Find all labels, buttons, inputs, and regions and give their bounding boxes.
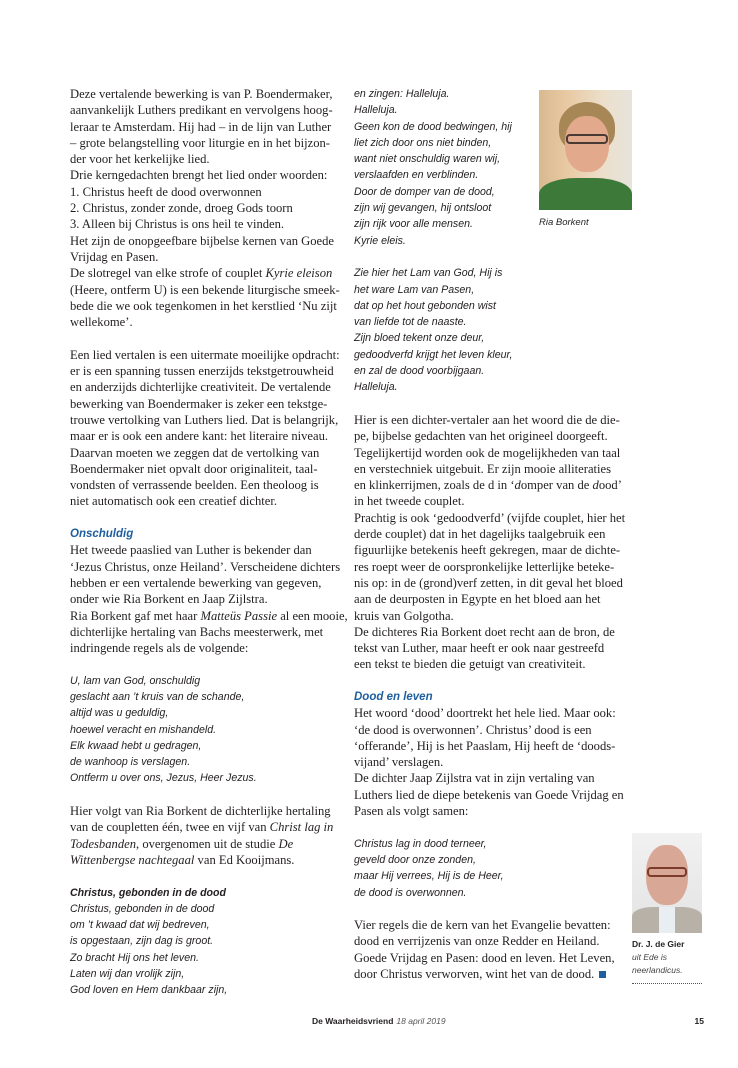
- text-line: Boendermaker niet opvalt door originaliteit, taal-: [70, 461, 318, 476]
- poem-line: dat op het hout gebonden wist: [354, 299, 496, 312]
- text-line: vondsten of verrassende beelden. Een theoloog is: [70, 478, 319, 493]
- text-line: kruis van Golgotha.: [354, 608, 454, 623]
- poem-line: zijn rijk voor alle mensen.: [354, 218, 473, 231]
- author-photo: [632, 833, 702, 933]
- poem-line: maar Hij verrees, Hij is de Heer,: [354, 870, 504, 883]
- italic-text: d: [592, 478, 599, 493]
- text-line: leraar te Amsterdam. Hij had – in de lijn van Luther: [70, 119, 332, 134]
- text-line: dichterlijke hertaling van Bachs meesterwerk, met: [70, 624, 324, 639]
- text-line: Vier regels die de kern van het Evangelie bevatten:: [354, 918, 611, 933]
- text-line: – grote belangstelling voor liturgie en in het bijzon-: [70, 135, 330, 150]
- text-line: Het woord ‘dood’ doortrekt het hele lied. Maar ook:: [354, 706, 616, 721]
- author-name: Dr. J. de Gier: [632, 939, 685, 949]
- poem-line: Ontferm u over ons, Jezus, Heer Jezus.: [70, 772, 257, 785]
- poem-stanza: [354, 265, 634, 395]
- text-line: Daarvan moeten we zeggen dat de vertolking van: [70, 445, 320, 460]
- middle-column: [354, 86, 634, 982]
- poem-line: gedoodverfd krijgt het leven kleur,: [354, 348, 513, 361]
- poem-line: en zingen: Halleluja.: [354, 88, 450, 100]
- poem-line: verslaafden en verblinden.: [354, 169, 479, 182]
- text-line: [70, 819, 345, 835]
- issue-date: 18 april 2019: [396, 1016, 446, 1026]
- poem-line: Zo bracht Hij ons het leven.: [70, 951, 199, 964]
- poem-line: zijn wij gevangen, hij ontsloot: [354, 202, 492, 215]
- text-line: [70, 265, 345, 281]
- paragraph-gap: [354, 249, 634, 265]
- author-bio-line: uit Ede is: [632, 952, 667, 962]
- poem-line: het ware Lam van Pasen,: [354, 283, 475, 296]
- paragraph-gap: [70, 656, 345, 672]
- text-line: Pasen als volgt samen:: [354, 804, 469, 819]
- paragraph: [70, 803, 345, 868]
- end-of-article-icon: [599, 971, 606, 978]
- poem-stanza: [70, 885, 345, 999]
- text-line: 3. Alleen bij Christus is ons heil te vinden.: [70, 217, 285, 232]
- paragraph-gap: [354, 901, 634, 917]
- section-heading: Dood en leven: [354, 690, 433, 703]
- text-line: pe, bijbelse gedachten van het origineel doorgeeft.: [354, 429, 608, 444]
- poem-line: Christus lag in dood terneer,: [354, 837, 487, 850]
- text-line: [70, 608, 348, 624]
- page-footer: [312, 1016, 704, 1026]
- poem-line: Halleluja.: [354, 381, 398, 394]
- text-line: en verstechniek uitgebuit. Er zijn mooie alliteraties: [354, 461, 612, 476]
- text-line: Het zijn de onopgeefbare bijbelse kernen van Goede: [70, 233, 335, 248]
- poem-line: van liefde tot de naaste.: [354, 316, 467, 329]
- poem-stanza: [70, 673, 345, 787]
- text-line: in het tweede couplet.: [354, 494, 465, 509]
- poem-line: Halleluja.: [354, 104, 398, 117]
- text-line: vijand’ verslagen.: [354, 755, 444, 770]
- text-line: een tekst te bieden die getuigt van creativiteit.: [354, 657, 586, 672]
- text-segment: , overgenomen uit de studie: [136, 836, 279, 851]
- text-line: De dichteres Ria Borkent doet recht aan de bron, de: [354, 624, 615, 639]
- poem-line: want niet onschuldig waren wij,: [354, 153, 501, 166]
- text-line: ‘de dood is overwonnen’. Christus’ dood is een: [354, 722, 592, 737]
- text-line: [70, 852, 345, 868]
- text-line: wellekome’.: [70, 315, 133, 330]
- text-segment: omper van de: [520, 478, 593, 493]
- text-line: [354, 477, 634, 493]
- ria-borkent-caption: Ria Borkent: [539, 217, 589, 228]
- italic-text: De: [278, 836, 294, 851]
- poem-line: Laten wij dan vrolijk zijn,: [70, 968, 185, 981]
- text-segment: van Ed Kooijmans.: [194, 852, 295, 867]
- publication-name: De Waarheidsvriend: [312, 1016, 394, 1026]
- poem-line: geveld door onze zonden,: [354, 853, 476, 866]
- text-line: tekst van Luther, maar heeft er ook naar gestreefd: [354, 641, 605, 656]
- poem-line: altijd was u geduldig,: [70, 707, 169, 720]
- text-line: indringende regels als de volgende:: [70, 641, 249, 656]
- author-bio-line: neerlandicus.: [632, 965, 683, 975]
- author-caption: [632, 938, 702, 984]
- text-segment: en klinkerrijmen, zoals de d in ‘: [354, 478, 515, 493]
- paragraph: [354, 689, 634, 819]
- dotted-divider: [632, 977, 702, 984]
- poem-line: Christus, gebonden in de dood: [70, 902, 215, 915]
- italic-text: Christ lag in: [269, 820, 334, 835]
- text-segment: ood’: [598, 478, 622, 493]
- text-line: derde couplet) dat in het dagelijks taalgebruik een: [354, 527, 606, 542]
- text-line: aan de deurposten in Egypte en het bloed aan het: [354, 592, 601, 607]
- poem-line: om ’t kwaad dat wij bedreven,: [70, 919, 210, 932]
- text-line: figuurlijke betekenis heeft gekregen, maar de dichte-: [354, 543, 621, 558]
- ria-borkent-photo: [539, 90, 632, 210]
- paragraph-gap: [354, 819, 634, 835]
- text-line: hebben er een vertalende bewerking van gegeven,: [70, 575, 322, 590]
- text-line: Prachtig is ook ‘gedoodverfd’ (vijfde couplet, hier het: [354, 510, 626, 525]
- italic-text: Kyrie eleison: [265, 266, 333, 281]
- text-segment: van de coupletten één, twee en vijf van: [70, 820, 270, 835]
- text-line: ‘offerande’, Hij is het Paaslam, Hij heeft de ‘doods-: [354, 738, 616, 753]
- text-line: niet automatisch ook een creatief dichter.: [70, 494, 278, 509]
- poem-line: U, lam van God, onschuldig: [70, 674, 201, 687]
- text-line: nis op: in de (grond)verf zetten, in dit geval het bloed: [354, 575, 623, 590]
- paragraph-gap: [354, 396, 634, 412]
- text-line: (Heere, ontferm U) is een bekende liturgische smeek-: [70, 282, 340, 297]
- poem-line: de dood is overwonnen.: [354, 886, 467, 899]
- text-line: onder wie Ria Borkent en Jaap Zijlstra.: [70, 592, 268, 607]
- text-line: 2. Christus, zonder zonde, droeg Gods toorn: [70, 201, 293, 216]
- left-column: [70, 86, 348, 999]
- poem-line: Geen kon de dood bedwingen, hij: [354, 120, 512, 133]
- text-line: [70, 803, 345, 819]
- poem-line: hoewel veracht en mishandeld.: [70, 723, 217, 736]
- text-line: trouwe vertolking van Luthers lied. Dat is belangrijk,: [70, 412, 339, 427]
- poem-line: Kyrie eleis.: [354, 234, 406, 247]
- paragraph: [70, 86, 345, 330]
- poem-line: de wanhoop is verslagen.: [70, 756, 191, 769]
- poem-line: Elk kwaad hebt u gedragen,: [70, 739, 202, 752]
- text-line: bede die we ook tegenkomen in het kerstlied ‘Nu zijt: [70, 298, 337, 313]
- text-segment: Ria Borkent gaf met haar: [70, 608, 201, 623]
- poem-line: liet zich door ons niet binden,: [354, 136, 492, 149]
- page-number: 15: [694, 1016, 704, 1026]
- text-line: 1. Christus heeft de dood overwonnen: [70, 184, 262, 199]
- text-line: dood en verrijzenis van onze Redder en Heiland.: [354, 934, 600, 949]
- paragraph: [354, 412, 634, 673]
- text-line: der voor het kerkelijke lied.: [70, 152, 210, 167]
- paragraph: [354, 917, 634, 982]
- text-line: Een lied vertalen is een uitermate moeilijke opdracht:: [70, 347, 340, 362]
- text-line: Het tweede paaslied van Luther is bekender dan: [70, 543, 312, 558]
- poem-line: Door de domper van de dood,: [354, 185, 495, 198]
- text-segment: De slotregel van elke strofe of couplet: [70, 266, 266, 281]
- text-line: er is een spanning tussen enerzijds tekstgetrouwheid: [70, 364, 334, 379]
- text-line: De dichter Jaap Zijlstra vat in zijn vertaling van: [354, 771, 595, 786]
- italic-text: Wittenbergse nachtegaal: [70, 852, 195, 867]
- poem-title: Christus, gebonden in de dood: [70, 886, 226, 899]
- text-line: res roept weer de oorspronkelijke letterlijke beteke-: [354, 559, 615, 574]
- text-line: door Christus verworven, wint het van de dood.: [354, 967, 595, 982]
- text-line: Deze vertalende bewerking is van P. Boendermaker,: [70, 87, 333, 101]
- paragraph-gap: [70, 787, 345, 803]
- italic-text: Todesbanden: [70, 836, 137, 851]
- text-line: bewerking van Boendermaker is zeker een tekstge-: [70, 396, 328, 411]
- section-heading: Onschuldig: [70, 528, 134, 541]
- paragraph: [70, 347, 345, 510]
- poem-line: God loven en Hem dankbaar zijn,: [70, 984, 228, 997]
- text-line: ‘Jezus Christus, onze Heiland’. Verscheidene dichters: [70, 559, 341, 574]
- paragraph-gap: [70, 868, 345, 884]
- italic-text: Matteüs Passie: [200, 608, 278, 623]
- paragraph-gap: [70, 330, 345, 346]
- text-line: Luthers lied de diepe betekenis van Goede Vrijdag en: [354, 787, 624, 802]
- text-line: [70, 836, 345, 852]
- poem-line: is opgestaan, zijn dag is groot.: [70, 935, 214, 948]
- text-line: Hier is een dichter-vertaler aan het woord die de die-: [354, 412, 620, 427]
- text-line: Goede Vrijdag en Pasen: dood en leven. Het Leven,: [354, 950, 615, 965]
- text-segment: Hier volgt van Ria Borkent de dichterlijke hertaling: [70, 804, 331, 819]
- italic-text: d: [514, 478, 521, 493]
- text-line: Drie kerngedachten brengt het lied onder woorden:: [70, 168, 328, 183]
- text-segment: al een mooie,: [277, 608, 348, 623]
- paragraph: [70, 526, 348, 656]
- text-line: en anderzijds dichterlijke creativiteit. De vertalende: [70, 380, 331, 395]
- text-line: Vrijdag en Pasen.: [70, 249, 159, 264]
- poem-line: Zie hier het Lam van God, Hij is: [354, 267, 503, 280]
- text-line: maar er is ook een andere kant: het literaire niveau.: [70, 429, 329, 444]
- poem-line: geslacht aan ’t kruis van de schande,: [70, 690, 245, 703]
- poem-line: en zal de dood voorbijgaan.: [354, 365, 485, 378]
- poem-stanza: [354, 836, 634, 901]
- paragraph-gap: [354, 673, 634, 689]
- text-line: Tegelijkertijd worden ook de mogelijkheden van taal: [354, 445, 621, 460]
- paragraph-gap: [70, 510, 345, 526]
- poem-line: Zijn bloed tekent onze deur,: [354, 332, 485, 345]
- text-line: aanvankelijk Luthers predikant en vervolgens hoog-: [70, 103, 333, 118]
